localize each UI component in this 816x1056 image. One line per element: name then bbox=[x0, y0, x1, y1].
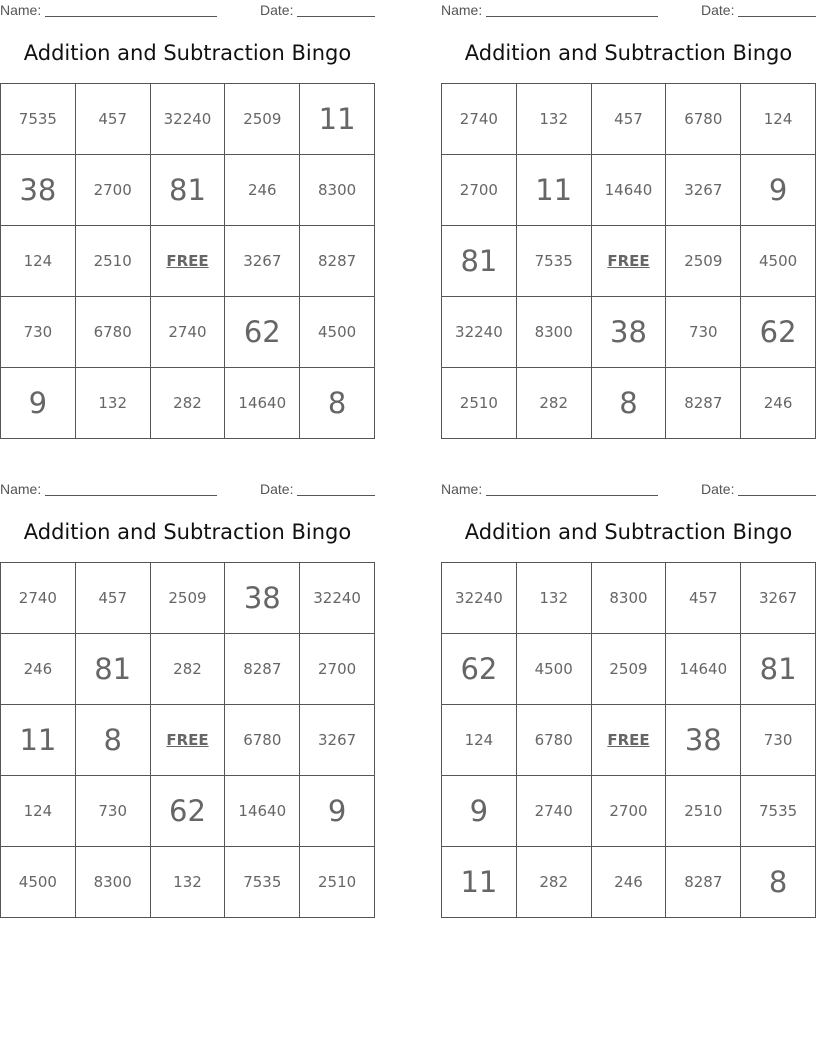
bingo-cell[interactable]: 6780 bbox=[75, 297, 150, 368]
bingo-cell[interactable]: 8 bbox=[741, 847, 816, 918]
bingo-cell[interactable]: 2510 bbox=[300, 847, 375, 918]
bingo-cell[interactable]: 11 bbox=[516, 155, 591, 226]
card-header bbox=[441, 2, 816, 20]
bingo-card-1 bbox=[0, 0, 375, 440]
bingo-cell[interactable]: 124 bbox=[1, 776, 76, 847]
bingo-cell[interactable]: 246 bbox=[225, 155, 300, 226]
bingo-cell[interactable]: 4500 bbox=[1, 847, 76, 918]
bingo-cell[interactable]: 282 bbox=[150, 368, 225, 439]
bingo-cell[interactable]: 2510 bbox=[75, 226, 150, 297]
card-title: Addition and Subtraction Bingo bbox=[464, 41, 793, 65]
bingo-cell[interactable]: 2740 bbox=[516, 776, 591, 847]
card-header bbox=[0, 481, 375, 499]
bingo-cell[interactable]: 2740 bbox=[442, 84, 517, 155]
bingo-cell[interactable]: 8300 bbox=[516, 297, 591, 368]
name-label: Name: bbox=[0, 2, 42, 18]
bingo-cell[interactable]: 730 bbox=[741, 705, 816, 776]
date-field[interactable] bbox=[738, 16, 816, 17]
bingo-cell[interactable]: 730 bbox=[75, 776, 150, 847]
bingo-cell[interactable]: 38 bbox=[591, 297, 666, 368]
date-label: Date: bbox=[701, 481, 735, 497]
bingo-cell[interactable]: 8287 bbox=[666, 368, 741, 439]
bingo-cell[interactable]: 6780 bbox=[516, 705, 591, 776]
bingo-cell[interactable]: 124 bbox=[1, 226, 76, 297]
bingo-cell[interactable]: 2700 bbox=[442, 155, 517, 226]
bingo-cell[interactable]: 14640 bbox=[225, 368, 300, 439]
bingo-cell[interactable]: 9 bbox=[300, 776, 375, 847]
bingo-cell[interactable]: 2509 bbox=[591, 634, 666, 705]
bingo-card-3 bbox=[0, 479, 375, 919]
bingo-cell[interactable]: 246 bbox=[591, 847, 666, 918]
bingo-cell[interactable]: 38 bbox=[225, 563, 300, 634]
bingo-cell[interactable]: 38 bbox=[666, 705, 741, 776]
bingo-cell[interactable]: 81 bbox=[150, 155, 225, 226]
bingo-cell[interactable]: 7535 bbox=[1, 84, 76, 155]
bingo-cell[interactable]: 2740 bbox=[1, 563, 76, 634]
bingo-cell[interactable]: 8300 bbox=[591, 563, 666, 634]
name-label: Name: bbox=[441, 481, 483, 497]
bingo-cell[interactable]: 8300 bbox=[75, 847, 150, 918]
bingo-cell[interactable]: 132 bbox=[75, 368, 150, 439]
bingo-cell[interactable]: 4500 bbox=[741, 226, 816, 297]
bingo-cell[interactable]: 62 bbox=[741, 297, 816, 368]
free-space[interactable]: FREE bbox=[591, 705, 666, 776]
free-space[interactable]: FREE bbox=[591, 226, 666, 297]
bingo-cell[interactable]: 246 bbox=[1, 634, 76, 705]
bingo-grid bbox=[0, 562, 375, 918]
bingo-cell[interactable]: 2700 bbox=[300, 634, 375, 705]
bingo-cell[interactable]: 8287 bbox=[666, 847, 741, 918]
card-header bbox=[441, 481, 816, 499]
bingo-cell[interactable]: 8287 bbox=[300, 226, 375, 297]
bingo-cell[interactable]: 6780 bbox=[225, 705, 300, 776]
date-field[interactable] bbox=[738, 495, 816, 496]
card-title: Addition and Subtraction Bingo bbox=[23, 520, 352, 544]
bingo-cell[interactable]: 8 bbox=[591, 368, 666, 439]
bingo-cell[interactable]: 2509 bbox=[225, 84, 300, 155]
bingo-cell[interactable]: 457 bbox=[75, 563, 150, 634]
bingo-cell[interactable]: 8300 bbox=[300, 155, 375, 226]
card-header bbox=[0, 2, 375, 20]
free-space[interactable]: FREE bbox=[150, 226, 225, 297]
date-field[interactable] bbox=[297, 495, 375, 496]
date-label: Date: bbox=[260, 481, 294, 497]
bingo-cell[interactable]: 81 bbox=[442, 226, 517, 297]
card-title: Addition and Subtraction Bingo bbox=[464, 520, 793, 544]
bingo-cell[interactable]: 32240 bbox=[442, 297, 517, 368]
bingo-cell[interactable]: 2509 bbox=[666, 226, 741, 297]
bingo-cell[interactable]: 132 bbox=[516, 84, 591, 155]
bingo-cell[interactable]: 62 bbox=[225, 297, 300, 368]
bingo-cell[interactable]: 2740 bbox=[150, 297, 225, 368]
name-field[interactable] bbox=[486, 495, 658, 496]
bingo-cell[interactable]: 2700 bbox=[591, 776, 666, 847]
name-field[interactable] bbox=[45, 495, 217, 496]
name-label: Name: bbox=[0, 481, 42, 497]
name-field[interactable] bbox=[486, 16, 658, 17]
bingo-cell[interactable]: 457 bbox=[75, 84, 150, 155]
bingo-cell[interactable]: 14640 bbox=[666, 634, 741, 705]
bingo-cell[interactable]: 9 bbox=[1, 368, 76, 439]
free-space[interactable]: FREE bbox=[150, 705, 225, 776]
bingo-cell[interactable]: 11 bbox=[1, 705, 76, 776]
bingo-cell[interactable]: 246 bbox=[741, 368, 816, 439]
date-field[interactable] bbox=[297, 16, 375, 17]
bingo-cell[interactable]: 62 bbox=[442, 634, 517, 705]
bingo-cell[interactable]: 32240 bbox=[442, 563, 517, 634]
bingo-cell[interactable]: 3267 bbox=[741, 563, 816, 634]
bingo-cell[interactable]: 124 bbox=[741, 84, 816, 155]
bingo-grid bbox=[441, 83, 816, 439]
bingo-cell[interactable]: 124 bbox=[442, 705, 517, 776]
bingo-cell[interactable]: 81 bbox=[75, 634, 150, 705]
bingo-cell[interactable]: 132 bbox=[150, 847, 225, 918]
bingo-cell[interactable]: 9 bbox=[741, 155, 816, 226]
bingo-cell[interactable]: 14640 bbox=[225, 776, 300, 847]
bingo-cell[interactable]: 457 bbox=[591, 84, 666, 155]
bingo-cell[interactable]: 11 bbox=[300, 84, 375, 155]
bingo-cell[interactable]: 9 bbox=[442, 776, 517, 847]
bingo-grid bbox=[0, 83, 375, 439]
date-label: Date: bbox=[260, 2, 294, 18]
bingo-cell[interactable]: 3267 bbox=[300, 705, 375, 776]
bingo-cell[interactable]: 7535 bbox=[741, 776, 816, 847]
name-label: Name: bbox=[441, 2, 483, 18]
bingo-cell[interactable]: 2510 bbox=[666, 776, 741, 847]
bingo-cell[interactable]: 6780 bbox=[666, 84, 741, 155]
bingo-cell[interactable]: 14640 bbox=[591, 155, 666, 226]
bingo-cell[interactable]: 8 bbox=[75, 705, 150, 776]
bingo-cell[interactable]: 3267 bbox=[225, 226, 300, 297]
bingo-cell[interactable]: 3267 bbox=[666, 155, 741, 226]
bingo-cell[interactable]: 11 bbox=[442, 847, 517, 918]
bingo-cell[interactable]: 81 bbox=[741, 634, 816, 705]
bingo-cell[interactable]: 8 bbox=[300, 368, 375, 439]
bingo-cell[interactable]: 730 bbox=[666, 297, 741, 368]
date-label: Date: bbox=[701, 2, 735, 18]
name-field[interactable] bbox=[45, 16, 217, 17]
bingo-cell[interactable]: 32240 bbox=[300, 563, 375, 634]
bingo-cell[interactable]: 7535 bbox=[516, 226, 591, 297]
bingo-grid bbox=[441, 562, 816, 918]
bingo-cell[interactable]: 7535 bbox=[225, 847, 300, 918]
bingo-cell[interactable]: 457 bbox=[666, 563, 741, 634]
bingo-cell[interactable]: 730 bbox=[1, 297, 76, 368]
bingo-cell[interactable]: 32240 bbox=[150, 84, 225, 155]
bingo-cell[interactable]: 132 bbox=[516, 563, 591, 634]
bingo-cell[interactable]: 2510 bbox=[442, 368, 517, 439]
bingo-cell[interactable]: 4500 bbox=[516, 634, 591, 705]
bingo-cell[interactable]: 62 bbox=[150, 776, 225, 847]
bingo-cell[interactable]: 282 bbox=[516, 847, 591, 918]
bingo-card-4 bbox=[441, 479, 816, 919]
bingo-cell[interactable]: 8287 bbox=[225, 634, 300, 705]
bingo-cell[interactable]: 38 bbox=[1, 155, 76, 226]
bingo-cell[interactable]: 282 bbox=[150, 634, 225, 705]
bingo-card-2 bbox=[441, 0, 816, 440]
bingo-cell[interactable]: 2700 bbox=[75, 155, 150, 226]
bingo-cell[interactable]: 4500 bbox=[300, 297, 375, 368]
bingo-cell[interactable]: 282 bbox=[516, 368, 591, 439]
bingo-cell[interactable]: 2509 bbox=[150, 563, 225, 634]
card-title: Addition and Subtraction Bingo bbox=[23, 41, 352, 65]
